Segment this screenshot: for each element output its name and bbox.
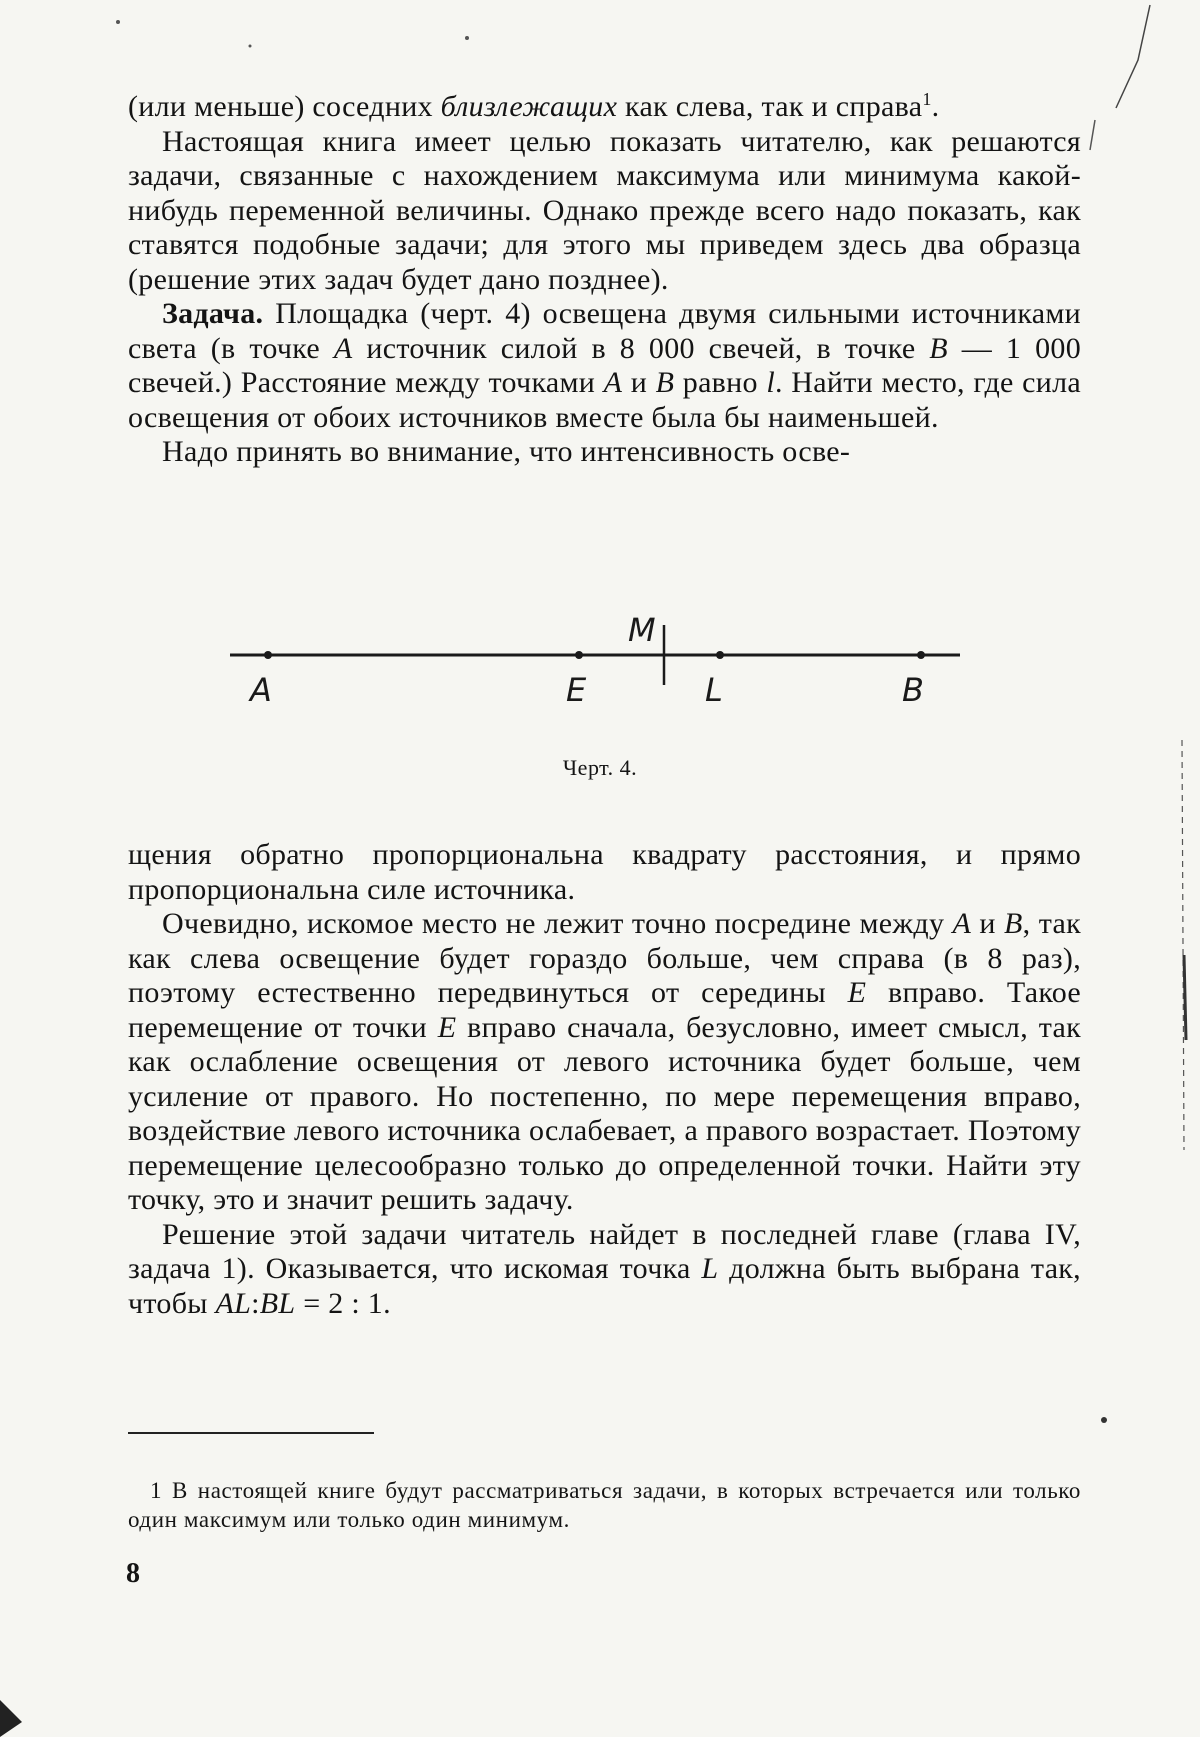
text-run: Площадка (черт. 4) освещена двумя сильными источниками света (в точке bbox=[128, 297, 1081, 365]
label-e: E bbox=[566, 671, 587, 709]
text-run: , так как слева освещение будет гораздо больше, чем справа (в 8 раз), поэтому естественно передвинуться от середины bbox=[128, 907, 1081, 1009]
text-run: . bbox=[931, 90, 940, 123]
label-l: L bbox=[705, 671, 723, 709]
text-run: B bbox=[655, 366, 675, 399]
text-run: A bbox=[952, 907, 972, 940]
text-run: как слева, так и справа bbox=[617, 90, 923, 123]
text-run: : bbox=[251, 1286, 260, 1320]
text-run: l bbox=[766, 366, 775, 399]
text-run: E bbox=[847, 976, 867, 1009]
text-run: A bbox=[333, 331, 353, 365]
text-run: близлежащих bbox=[440, 90, 618, 123]
text-run: Очевидно, искомое место не лежит точно посредине между bbox=[162, 907, 953, 940]
text-run: B bbox=[929, 331, 948, 365]
text-run: Задача. bbox=[162, 297, 264, 330]
text-run: вправо. Такое перемещение от точки bbox=[128, 976, 1081, 1044]
text-run: и bbox=[971, 907, 1005, 940]
text-run: источник силой в 8 000 свечей, в точке bbox=[352, 331, 930, 365]
page-number: 8 bbox=[126, 1558, 140, 1589]
text-run: вправо сначала, безусловно, имеет смысл, так как ослабление освещения от левого источника будет больше, чем усиление от правого. Но постепенно, по мере перемещения вправо, воздействие левого источника ослабевает, а правого возрастает. Поэтому перемещение целесообразно только до определенной точки. Найти эту точку, это и значит решить задачу. bbox=[128, 1010, 1081, 1216]
text-run: 1 bbox=[922, 89, 932, 109]
text-run: B bbox=[1004, 907, 1023, 940]
text-run: BL bbox=[259, 1286, 296, 1320]
text-run: (или меньше) соседних bbox=[128, 90, 441, 123]
text-run: L bbox=[701, 1252, 719, 1285]
label-b: B bbox=[902, 671, 924, 709]
text-run: Решение этой задачи читатель найдет в последней главе (глава IV, задача 1). Оказывается, что искомая точка bbox=[128, 1217, 1081, 1285]
text-run: E bbox=[437, 1010, 457, 1044]
text-run: AL bbox=[215, 1286, 252, 1320]
text-run: и bbox=[622, 366, 656, 399]
text-run: должна быть выбрана так, чтобы bbox=[128, 1252, 1081, 1320]
text-run: — 1 000 свечей.) Расстояние между точками bbox=[128, 331, 1081, 399]
text-run: Надо принять во внимание, что интенсивность осве- bbox=[162, 435, 851, 468]
text-run: равно bbox=[674, 366, 767, 399]
text-run: Настоящая книга имеет целью показать читателю, как решаются задачи, связанные с нахождением максимума или минимума какой-нибудь переменной величины. Однако прежде всего надо показать, как ставятся подобные задачи; для этого мы приведем здесь два образца (решение этих задач будет дано позднее). bbox=[128, 124, 1081, 296]
text-run: A bbox=[603, 366, 623, 399]
text-run: = 2 : 1. bbox=[295, 1286, 391, 1320]
footnote-text: В настоящей книге будут рассматриваться задачи, в которых встречается или только один максимум или только один минимум. bbox=[128, 1478, 1081, 1532]
text-run: щения обратно пропорциональна квадрату расстояния, и прямо пропорциональна силе источника. bbox=[128, 838, 1081, 906]
footnote-marker: 1 bbox=[150, 1478, 163, 1503]
label-a: A bbox=[250, 671, 272, 709]
figure-caption: Черт. 4. bbox=[562, 755, 638, 780]
label-m: M bbox=[628, 611, 656, 649]
text-run: . Найти место, где сила освещения от обоих источников вместе была бы наименьшей. bbox=[128, 366, 1081, 434]
